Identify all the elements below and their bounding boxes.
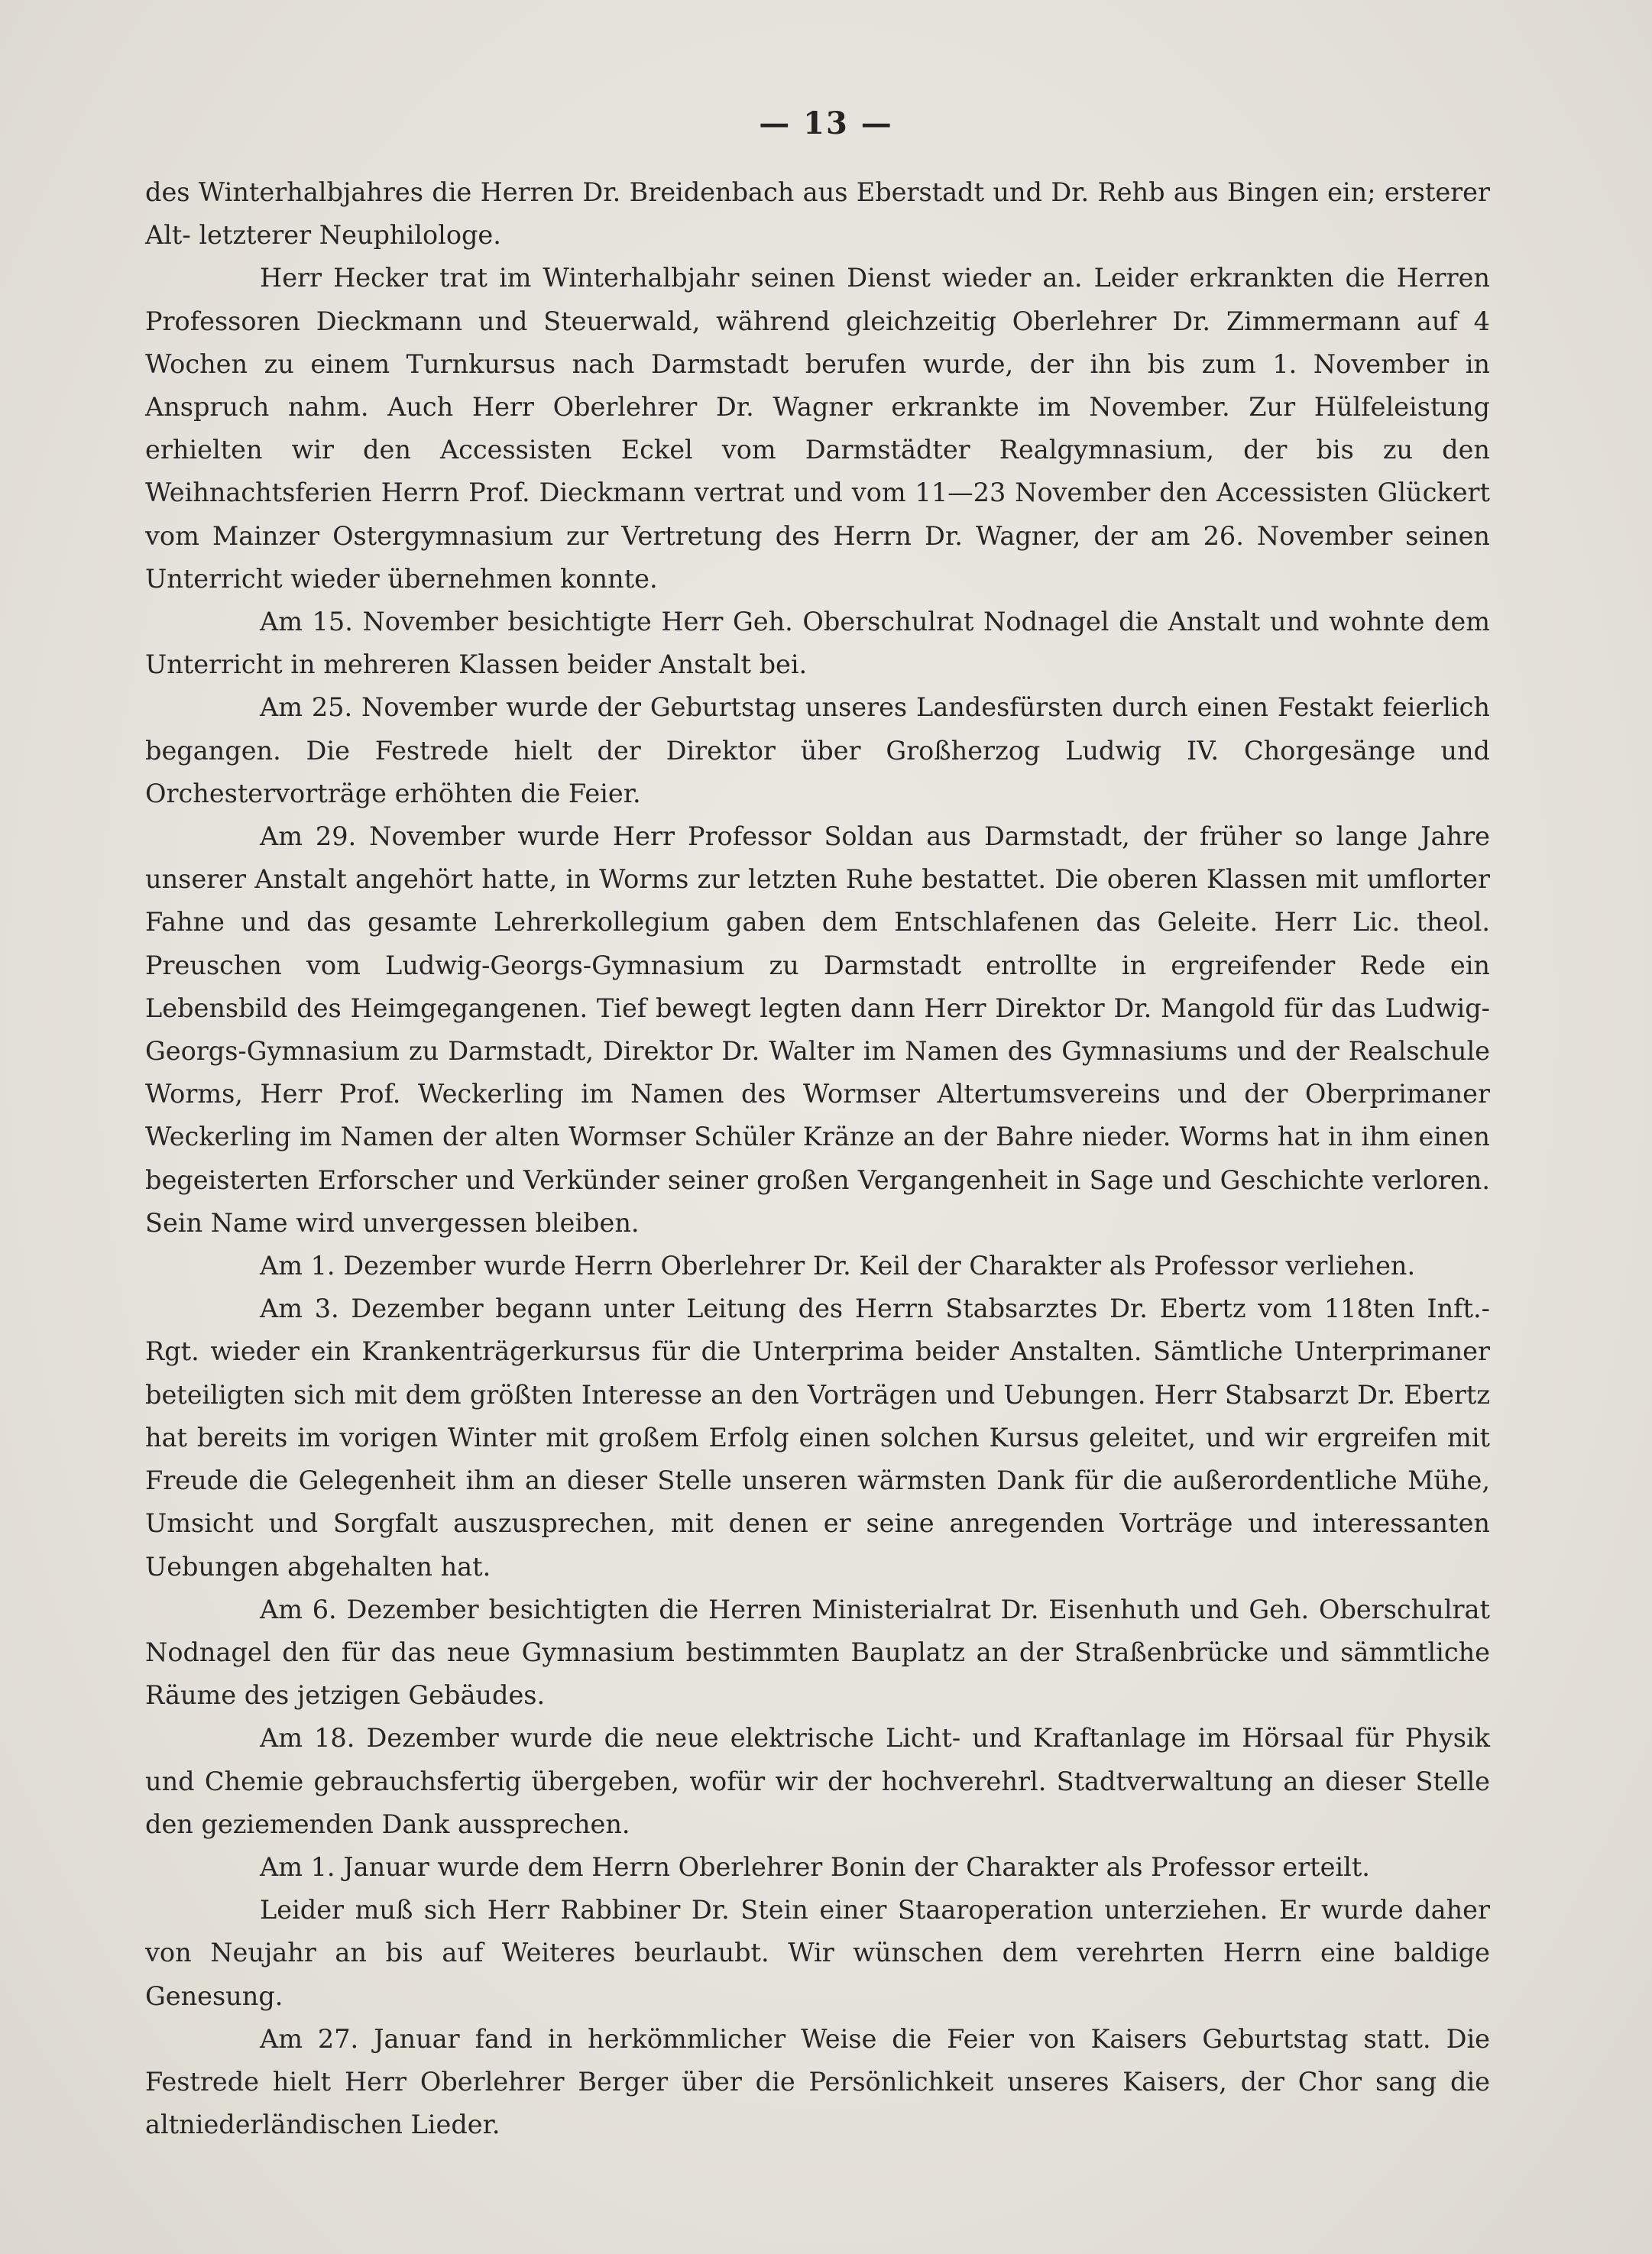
page-number: — 13 — <box>759 105 893 141</box>
body-text <box>145 171 1490 2146</box>
paragraph-kaisers-birthday: Am 27. Januar fand in herkömmlicher Weise die Feier von Kaisers Geburtstag statt. Die Festrede hielt Herr Oberlehrer Berger über die Persönlichkeit unseres Kaisers, der Chor sang die altniederländischen Lieder. <box>145 2023 1490 2140</box>
paragraph-winter-teachers: des Winterhalbjahres die Herren Dr. Breidenbach aus Eberstadt und Dr. Rehb aus Bingen ein; ersterer Alt- letzterer Neuphilologe. <box>145 177 1490 251</box>
paragraph-inspection-dec-6: Am 6. Dezember besichtigten die Herren Ministerialrat Dr. Eisenhuth und Geh. Oberschulrat Nodnagel den für das neue Gymnasium bestimmten Bauplatz an der Straßenbrücke und sämmtliche Räume des jetzigen Gebäudes. <box>145 1594 1490 1711</box>
paragraph-funeral-nov-29: Am 29. November wurde Herr Professor Soldan aus Darmstadt, der früher so lange Jahre unserer Anstalt angehört hatte, in Worms zur letzten Ruhe bestattet. Die oberen Klassen mit umflorter Fahne und das gesamte Lehrerkollegium gaben dem Entschlafenen das Geleite. Herr Lic. theol. Preuschen vom Ludwig-Georgs-Gymnasium zu Darmstadt entrollte in ergreifender Rede ein Lebensbild des Heimgegangenen. Tief bewegt legten dann Herr Direktor Dr. Mangold für das Ludwig-Georgs-Gymnasium zu Darmstadt, Direktor Dr. Walter im Namen des Gymnasiums und der Realschule Worms, Herr Prof. Weckerling im Namen des Wormser Altertumsvereins und der Oberprimaner Weckerling im Namen der alten Wormser Schüler Kränze an der Bahre nieder. Worms hat in ihm einen begeisterten Erforscher und Verkünder seiner großen Vergangenheit in Sage und Geschichte verloren. Sein Name wird unvergessen bleiben. <box>145 821 1490 1238</box>
paragraph-leave-rabbiner: Leider muß sich Herr Rabbiner Dr. Stein einer Staaroperation unterziehen. Er wurde daher von Neujahr an bis auf Weiteres beurlaubt. Wir wünschen dem verehrten Herrn eine baldige Genesung. <box>145 1895 1490 2011</box>
paragraph-electric-dec-18: Am 18. Dezember wurde die neue elektrische Licht- und Kraftanlage im Hörsaal für Physik und Chemie gebrauchsfertig übergeben, wofür wir der hochverehrl. Stadtverwaltung an dieser Stelle den geziemenden Dank aussprechen. <box>145 1723 1490 1839</box>
paragraph-course-dec-3: Am 3. Dezember begann unter Leitung des Herrn Stabsarztes Dr. Ebertz vom 118ten Inft.-Rgt. wieder ein Krankenträgerkursus für die Unterprima beider Anstalten. Sämtliche Unterprimaner beteiligten sich mit dem größten Interesse an den Vorträgen und Uebungen. Herr Stabsarzt Dr. Ebertz hat bereits im vorigen Winter mit großem Erfolg einen solchen Kursus geleitet, und wir ergreifen mit Freude die Gelegenheit ihm an dieser Stelle unseren wärmsten Dank für die außerordentliche Mühe, Umsicht und Sorgfalt auszusprechen, mit denen er seine anregenden Vorträge und interessanten Uebungen abgehalten hat. <box>145 1294 1490 1582</box>
paragraph-title-dec-1: Am 1. Dezember wurde Herrn Oberlehrer Dr. Keil der Charakter als Professor verliehen. <box>260 1251 1416 1281</box>
paragraph-illness-substitutes: Herr Hecker trat im Winterhalbjahr seinen Dienst wieder an. Leider erkrankten die Herren Professoren Dieckmann und Steuerwald, während gleichzeitig Oberlehrer Dr. Zimmermann auf 4 Wochen zu einem Turnkursus nach Darmstadt berufen wurde, der ihn bis zum 1. November in Anspruch nahm. Auch Herr Oberlehrer Dr. Wagner erkrankte im November. Zur Hülfeleistung erhielten wir den Accessisten Eckel vom Darmstädter Realgymnasium, der bis zu den Weihnachtsferien Herrn Prof. Dieckmann vertrat und vom 11—23 November den Accessisten Glückert vom Mainzer Ostergymnasium zur Vertretung des Herrn Dr. Wagner, der am 26. November seinen Unterricht wieder übernehmen konnte. <box>145 263 1490 594</box>
paragraph-title-jan-1: Am 1. Januar wurde dem Herrn Oberlehrer Bonin der Charakter als Professor erteilt. <box>260 1851 1370 1882</box>
paragraph-inspection-nov-15: Am 15. November besichtigte Herr Geh. Oberschulrat Nodnagel die Anstalt und wohnte dem Unterricht in mehreren Klassen beider Anstalt bei. <box>145 607 1490 680</box>
paragraph-birthday-nov-25: Am 25. November wurde der Geburtstag unseres Landesfürsten durch einen Festakt feierlich begangen. Die Festrede hielt der Direktor über Großherzog Ludwig IV. Chorgesänge und Orchestervorträge erhöhten die Feier. <box>145 692 1490 808</box>
